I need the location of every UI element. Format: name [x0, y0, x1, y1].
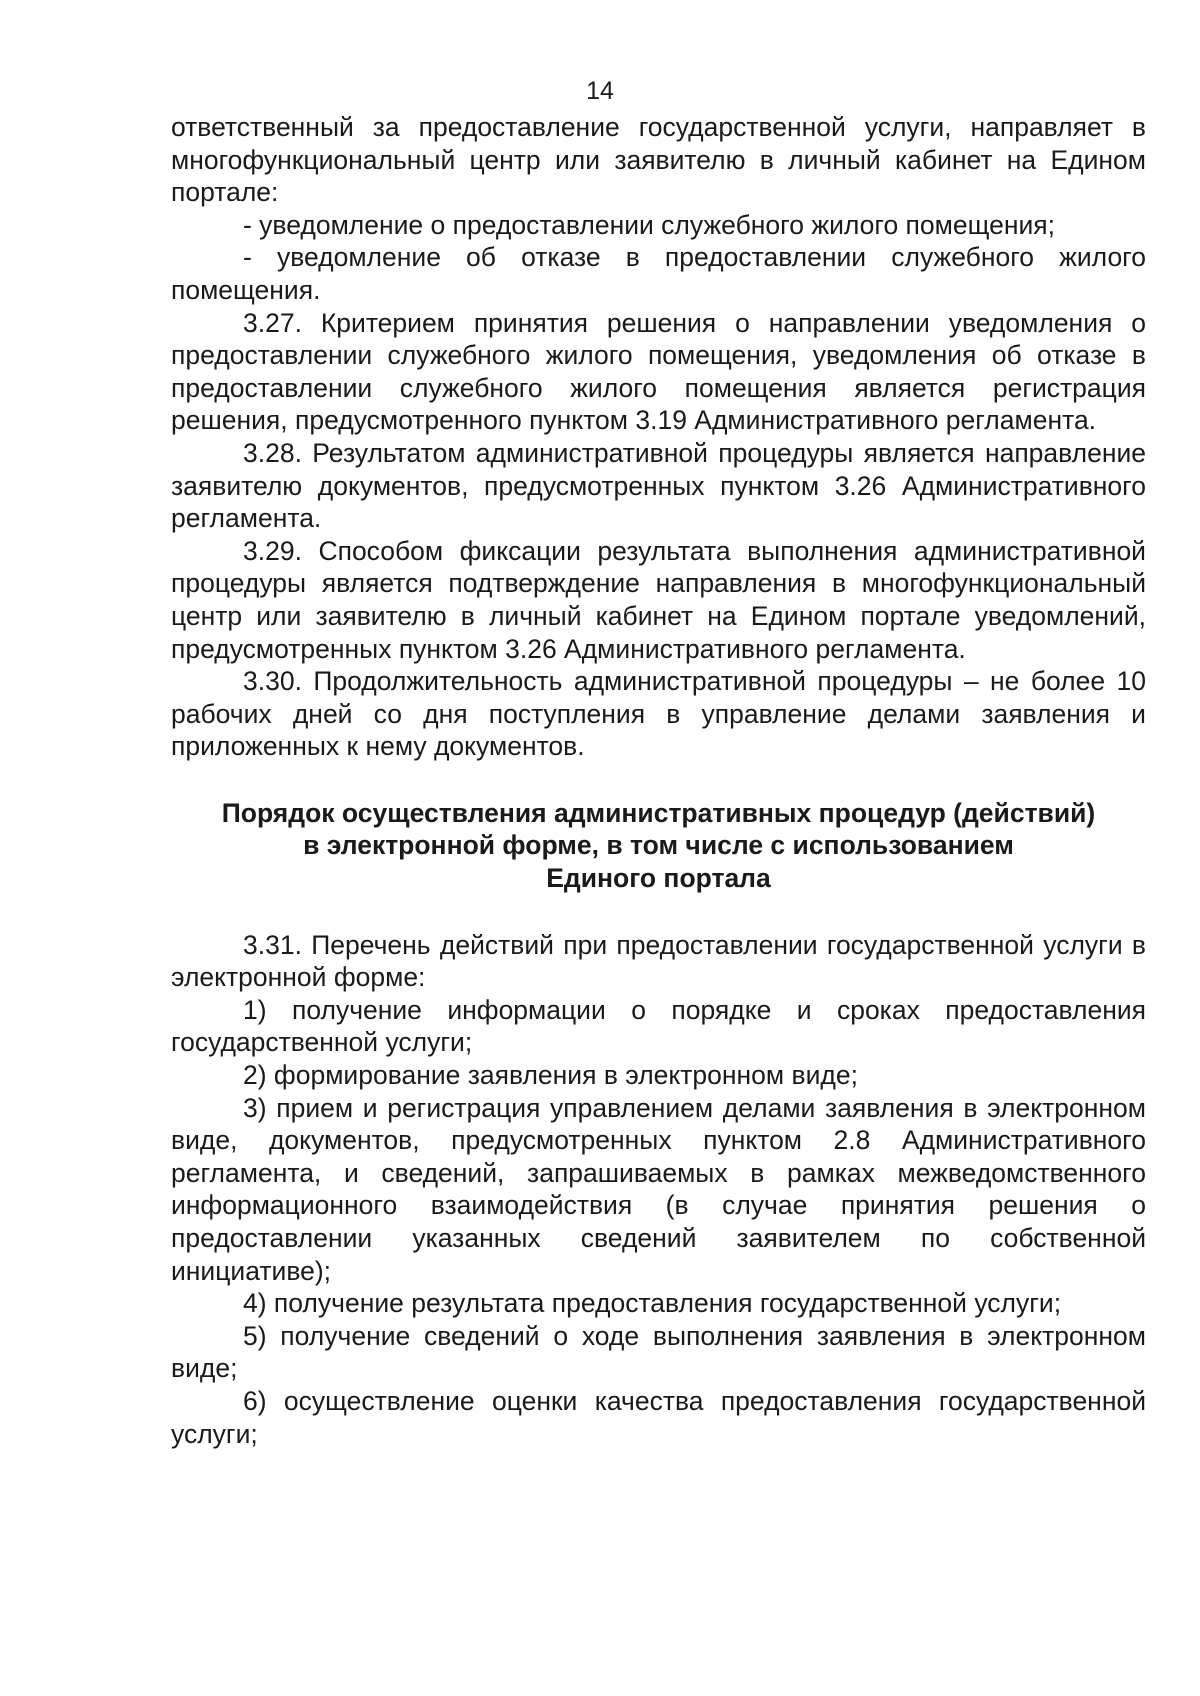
list-item-4: 4) получение результата предоставления государственной услуги; [243, 1288, 1062, 1319]
paragraph-3-30: 3.30. Продолжительность административной процедуры – не более 10 рабочих дней со дня поступления в управление делами заявления и приложенных к нему документов. [171, 666, 1146, 762]
list-item-6: 6) осуществление оценки качества предоставления государственной услуги; [171, 1385, 1146, 1449]
paragraph-continuation: ответственный за предоставление государственной услуги, направляет в многофункциональный центр или заявителю в личный кабинет на Едином портале: [171, 112, 1146, 208]
page-number: 14 [586, 77, 614, 105]
list-item-2: 2) формирование заявления в электронном виде; [243, 1060, 858, 1091]
list-item-3: 3) прием и регистрация управлением делами заявления в электронном виде, документов, предусмотренных пунктом 2.8 Административного регламента, и сведений, запрашиваемых в рамках межведомственного информационного взаимодействия (в случае принятия решения о предоставлении указанных сведений заявителем по собственной инициативе); [171, 1092, 1146, 1286]
paragraph-notice-provision: - уведомление о предоставлении служебного жилого помещения; [243, 209, 1055, 240]
paragraph-3-27: 3.27. Критерием принятия решения о направлении уведомления о предоставлении служебного жилого помещения, уведомления об отказе в предоставлении служебного жилого помещения является регистрация решения, предусмотренного пунктом 3.19 Административного регламента. [171, 307, 1146, 436]
document-body [171, 111, 1146, 1450]
section-heading-line-2: в электронной форме, в том числе с использованием [303, 830, 1014, 861]
paragraph-3-28: 3.28. Результатом административной процедуры является направление заявителю документов, предусмотренных пунктом 3.26 Административного регламента. [171, 437, 1146, 534]
section-heading-line-1: Порядок осуществления административных процедур (действий) [221, 797, 1096, 828]
section-heading [171, 797, 1146, 895]
list-item-1: 1) получение информации о порядке и сроках предоставления государственной услуги; [171, 994, 1146, 1058]
paragraph-notice-refusal: - уведомление об отказе в предоставлении служебного жилого помещения. [171, 242, 1146, 305]
section-heading-line-3: Единого портала [546, 863, 771, 894]
list-item-5: 5) получение сведений о ходе выполнения заявления в электронном виде; [171, 1320, 1146, 1384]
paragraphs-bottom [171, 929, 1146, 1451]
paragraph-3-29: 3.29. Способом фиксации результата выполнения административной процедуры является подтверждение направления в многофункциональный центр или заявителю в личный кабинет на Едином портале уведомлений, предусмотренных пунктом 3.26 Административного регламента. [171, 535, 1146, 664]
paragraph-3-31: 3.31. Перечень действий при предоставлении государственной услуги в электронной форме: [171, 929, 1146, 993]
paragraphs-top [171, 111, 1146, 763]
